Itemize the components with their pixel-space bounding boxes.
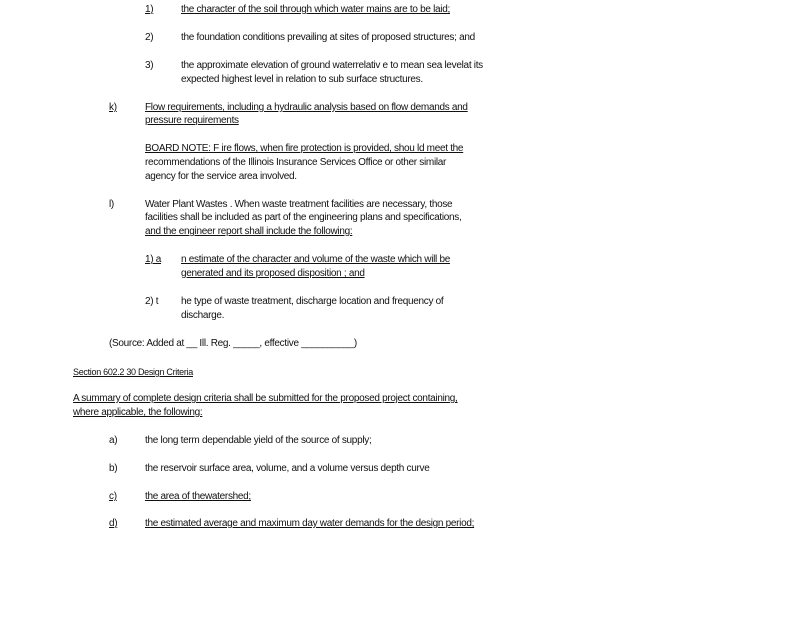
sub-item-2-line-1: he type of waste treatment, discharge location and frequency of: [181, 296, 444, 307]
item-k-letter: k): [109, 102, 117, 113]
item-d-text: the estimated average and maximum day water demands for the design period;: [145, 518, 475, 529]
item-k-line-1: Flow requirements, including a hydraulic analysis based on flow demands and: [145, 102, 468, 113]
item-k-line-2: pressure requirements: [145, 115, 239, 126]
item-1-text: the character of the soil through which water mains are to be laid;: [181, 4, 450, 15]
summary-line-2: where applicable, the following:: [73, 407, 203, 418]
item-a-letter: a): [109, 435, 118, 446]
item-3-number: 3): [145, 60, 154, 71]
item-l-line-2: facilities shall be included as part of the engineering plans and specifications,: [145, 212, 462, 223]
item-b-letter: b): [109, 463, 118, 474]
item-l-line-3: and the engineer report shall include the following:: [145, 226, 353, 237]
item-c-letter: c): [109, 491, 117, 502]
item-2-number: 2): [145, 32, 154, 43]
board-note-line-1: BOARD NOTE: F ire flows, when fire protection is provided, shou ld meet the: [145, 143, 464, 154]
source-note: (Source: Added at __ Ill. Reg. _____, effective __________): [109, 338, 357, 349]
item-3-line-2: expected highest level in relation to sub surface structures.: [181, 74, 423, 85]
sub-item-2-number: 2) t: [145, 296, 159, 307]
item-l-line-1: Water Plant Wastes . When waste treatment facilities are necessary, those: [145, 199, 453, 210]
item-l-letter: l): [109, 199, 114, 210]
summary-line-1: A summary of complete design criteria shall be submitted for the proposed project containing,: [73, 393, 458, 404]
sub-item-1-number: 1) a: [145, 254, 162, 265]
item-1-number: 1): [145, 4, 154, 15]
section-heading: Section 602.2 30 Design Criteria: [73, 367, 193, 377]
sub-item-2-line-2: discharge.: [181, 310, 225, 321]
item-a-text: the long term dependable yield of the source of supply;: [145, 435, 372, 446]
board-note-line-2: recommendations of the Illinois Insurance Services Office or other similar: [145, 157, 447, 168]
sub-item-1-line-1: n estimate of the character and volume of the waste which will be: [181, 254, 450, 265]
item-3-line-1: the approximate elevation of ground waterrelativ e to mean sea levelat its: [181, 60, 483, 71]
item-2-text: the foundation conditions prevailing at sites of proposed structures; and: [181, 32, 475, 43]
item-b-text: the reservoir surface area, volume, and a volume versus depth curve: [145, 463, 430, 474]
sub-item-1-line-2: generated and its proposed disposition ; and: [181, 268, 365, 279]
board-note-line-3: agency for the service area involved.: [145, 171, 297, 182]
item-d-letter: d): [109, 518, 118, 529]
item-c-text: the area of thewatershed;: [145, 491, 251, 502]
